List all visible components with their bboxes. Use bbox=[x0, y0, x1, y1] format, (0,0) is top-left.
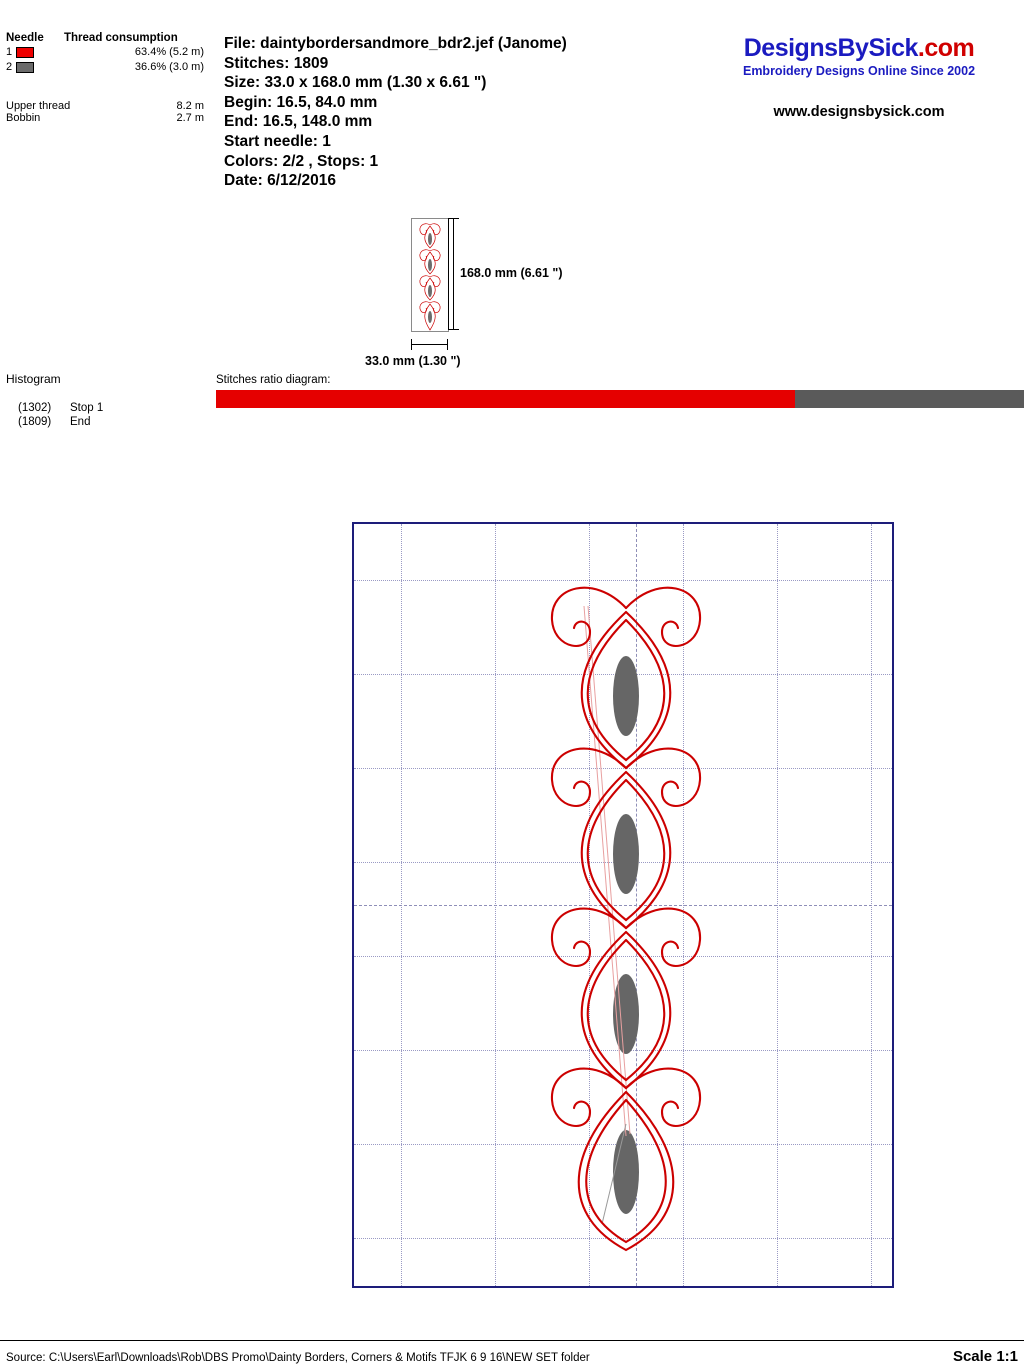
stitches-ratio-bar bbox=[216, 390, 1024, 408]
needle-index: 1 bbox=[6, 46, 13, 58]
info-line-date: Date: 6/12/2016 bbox=[224, 172, 337, 190]
thread-totals bbox=[6, 100, 216, 124]
table-row bbox=[6, 46, 216, 59]
info-line-size: Size: 33.0 x 168.0 mm (1.30 x 6.61 ") bbox=[224, 74, 487, 92]
stitches-ratio-bar-fill bbox=[216, 390, 795, 408]
thread-consumption-value: 63.4% (5.2 m) bbox=[134, 46, 204, 58]
bobbin-row bbox=[6, 112, 216, 124]
info-line-begin: Begin: 16.5, 84.0 mm bbox=[224, 93, 378, 111]
design-info-block bbox=[224, 34, 567, 191]
embroidery-stitch-art bbox=[354, 524, 892, 1286]
histogram-list bbox=[18, 402, 103, 429]
source-path: Source: C:\Users\Earl\Downloads\Rob\DBS Promo\Dainty Borders, Corners & Motifs TFJK 6 9 16\NEW SET folder bbox=[6, 1352, 590, 1364]
bobbin-value: 2.7 m bbox=[176, 112, 204, 124]
info-line-file: File: daintybordersandmore_bdr2.jef (Janome) bbox=[224, 35, 567, 52]
info-line-start-needle: Start needle: 1 bbox=[224, 132, 331, 150]
brand-logo bbox=[700, 34, 1018, 120]
info-line-colors-stops: Colors: 2/2 , Stops: 1 bbox=[224, 152, 379, 170]
info-line-stitches: Stitches: 1809 bbox=[224, 54, 329, 72]
histogram-event-label: Stop 1 bbox=[70, 402, 104, 414]
list-item bbox=[18, 402, 103, 416]
dimension-tick-left bbox=[411, 339, 412, 350]
upper-thread-value: 8.2 m bbox=[176, 100, 204, 112]
needle-index: 2 bbox=[6, 61, 13, 73]
thread-consumption-column-header: Thread consumption bbox=[64, 32, 178, 44]
histogram-title: Histogram bbox=[6, 372, 61, 386]
color-swatch-icon bbox=[16, 47, 34, 58]
histogram-event-label: End bbox=[70, 415, 91, 428]
color-swatch-icon bbox=[16, 62, 34, 73]
needle-table-header bbox=[6, 32, 216, 44]
info-line-end: End: 16.5, 148.0 mm bbox=[224, 113, 373, 131]
dimension-extension-left bbox=[448, 218, 449, 330]
upper-thread-row bbox=[6, 100, 216, 112]
logo-tagline: Embroidery Designs Online Since 2002 bbox=[742, 64, 976, 78]
needle-column-header: Needle bbox=[6, 32, 44, 44]
histogram-stitch-count: (1302) bbox=[18, 402, 52, 414]
dimension-line-vertical bbox=[453, 218, 454, 330]
thread-consumption-value: 36.6% (3.0 m) bbox=[134, 61, 204, 73]
thumbnail-stitch-art bbox=[412, 219, 448, 331]
logo-wordmark-suffix: .com bbox=[917, 34, 975, 62]
dimension-label-width: 33.0 mm (1.30 ") bbox=[365, 354, 461, 368]
dimension-line-horizontal bbox=[411, 344, 448, 345]
dimension-tick-bottom bbox=[448, 329, 459, 330]
logo-wordmark bbox=[700, 34, 1018, 63]
upper-thread-label: Upper thread bbox=[6, 100, 71, 112]
bobbin-label: Bobbin bbox=[6, 112, 41, 124]
design-thumbnail bbox=[411, 218, 449, 332]
website-url: www.designsbysick.com bbox=[773, 104, 945, 120]
dimension-label-height: 168.0 mm (6.61 ") bbox=[460, 266, 563, 280]
footer-divider bbox=[0, 1340, 1024, 1341]
table-row bbox=[6, 61, 216, 74]
list-item bbox=[18, 416, 103, 430]
design-canvas[interactable] bbox=[352, 522, 894, 1288]
logo-wordmark-text: DesignsBySick bbox=[743, 34, 918, 62]
scale-label: Scale 1:1 bbox=[952, 1348, 1018, 1365]
histogram-stitch-count: (1809) bbox=[18, 415, 52, 428]
dimension-tick-right bbox=[447, 339, 448, 350]
dimension-tick-top bbox=[448, 218, 459, 219]
stitches-ratio-title: Stitches ratio diagram: bbox=[216, 374, 331, 386]
needle-thread-table bbox=[6, 32, 216, 74]
design-dimension-preview bbox=[360, 214, 600, 374]
